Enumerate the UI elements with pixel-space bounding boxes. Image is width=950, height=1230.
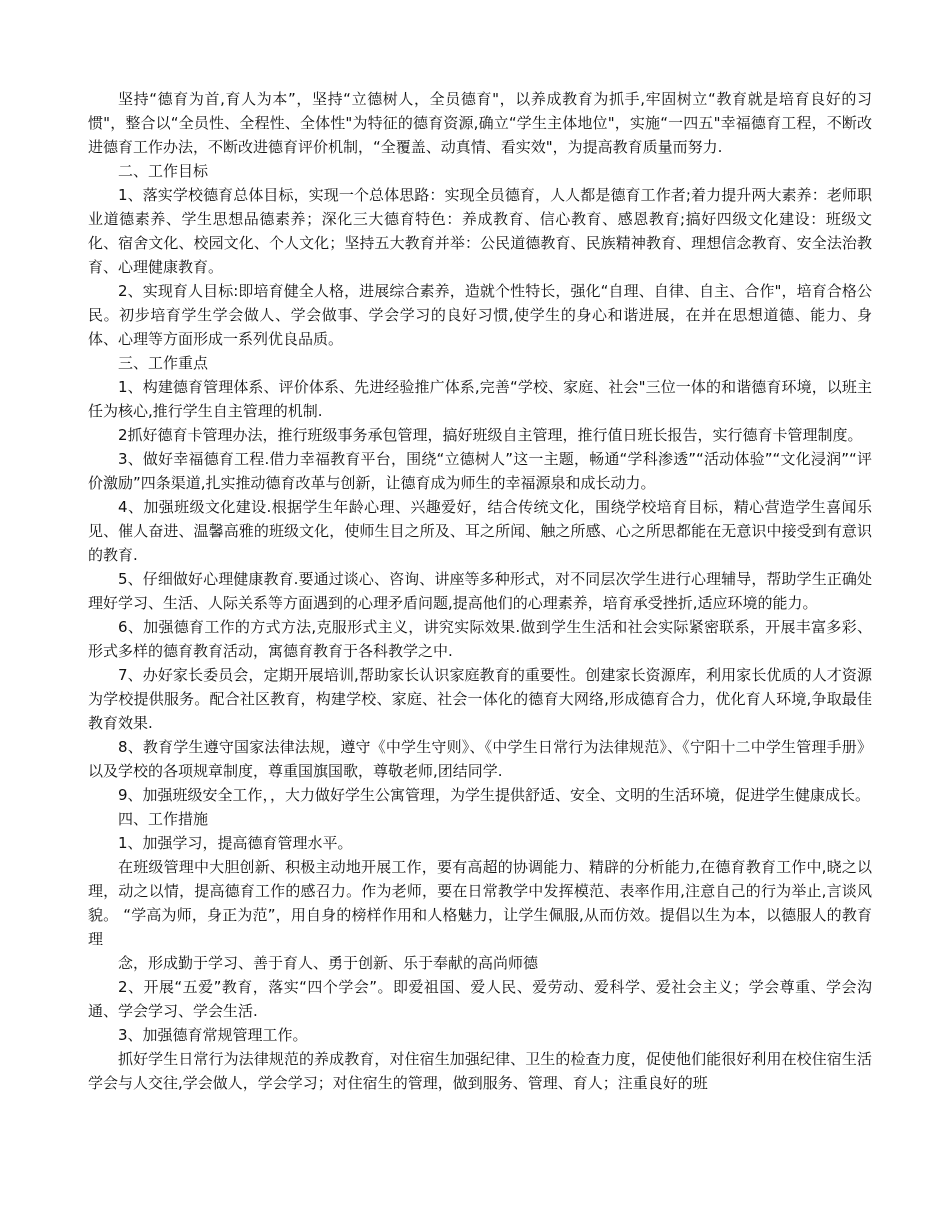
document-body: [88, 87, 872, 1095]
paragraph-focus-4: 4、加强班级文化建设.根据学生年龄心理、兴趣爱好，结合传统文化，围绕学校培育目标，精心营造学生喜闻乐见、催人奋进、温馨高雅的班级文化，使师生目之所及、耳之所闻、触之所感、心之所思都能在无意识中接受到有意识的教育.: [88, 498, 872, 564]
paragraph-intro: 坚持“德育为首,育人为本”，坚持“立德树人，全员德育"，以养成教育为抓手,牢固树立“教育就是培育良好的习惯"，整合以“全员性、全程性、全体性"为特征的德育资源,确立“学生主体地位"，实施“一四五"幸福德育工程，不断改进德育工作办法，不断改进德育评价机制，“全覆盖、动真情、看实效"，为提高教育质量而努力.: [88, 90, 872, 156]
paragraph-goal-2: 2、实现育人目标:即培育健全人格，进展综合素养，造就个性特长，强化“自理、自律、自主、合作"，培育合格公民。初步培育学生学会做人、学会做事、学会学习的良好习惯,使学生的身心和谐进展，在并在思想道德、能力、身体、心理等方面形成一系列优良品质。: [88, 282, 872, 348]
paragraph-focus-8: 8、教育学生遵守国家法律法规，遵守《中学生守则》、《中学生日常行为法律规范》、《宁阳十二中学生管理手册》以及学校的各项规章制度，尊重国旗国歌，尊敬老师,团结同学.: [88, 738, 872, 780]
section-heading-focus: 三、工作重点: [118, 354, 209, 372]
section-heading-measures: 四、工作措施: [118, 810, 209, 828]
paragraph-measure-3-body: 抓好学生日常行为法律规范的养成教育，对住宿生加强纪律、卫生的检查力度，促使他们能很好利用在校住宿生活学会与人交往,学会做人，学会学习；对住宿生的管理，做到服务、管理、育人；注重良好的班: [88, 1050, 872, 1092]
section-heading-goals: 二、工作目标: [118, 162, 209, 180]
paragraph-focus-9: 9、加强班级安全工作，，大力做好学生公寓管理，为学生提供舒适、安全、文明的生活环境，促进学生健康成长。: [118, 786, 871, 804]
paragraph-measure-3: 3、加强德育常规管理工作。: [118, 1026, 308, 1044]
paragraph-measure-1: 1、加强学习，提高德育管理水平。: [118, 834, 353, 852]
paragraph-measure-1-body: 在班级管理中大胆创新、积极主动地开展工作，要有高超的协调能力、精辟的分析能力,在德育教育工作中,晓之以理，动之以情，提高德育工作的感召力。作为老师，要在日常教学中发挥模范、表率作用,注意自己的行为举止,言谈风貌。 “学高为师，身正为范”，用自身的榜样作用和人格魅力，让学生佩服,从而仿效。提倡以生为本，以德服人的教育理: [88, 858, 872, 948]
paragraph-focus-1: 1、构建德育管理体系、评价体系、先进经验推广体系,完善“学校、家庭、社会"三位一体的和谐德育环境，以班主任为核心,推行学生自主管理的机制.: [88, 378, 872, 420]
paragraph-focus-2: 2抓好德育卡管理办法，推行班级事务承包管理，搞好班级自主管理，推行值日班长报告，实行德育卡管理制度。: [118, 426, 863, 444]
paragraph-measure-1-cont: 念，形成勤于学习、善于育人、勇于创新、乐于奉献的高尚师德: [118, 954, 539, 972]
paragraph-goal-1: 1、落实学校德育总体目标，实现一个总体思路：实现全员德育，人人都是德育工作者;着力提升两大素养：老师职业道德素养、学生思想品德素养；深化三大德育特色：养成教育、信心教育、感恩教育;搞好四级文化建设：班级文化、宿舍文化、校园文化、个人文化；坚持五大教育并举：公民道德教育、民族精神教育、理想信念教育、安全法治教育、心理健康教育。: [88, 186, 872, 276]
paragraph-focus-3: 3、做好幸福德育工程.借力幸福教育平台，围绕“立德树人”这一主题，畅通“学科渗透”“活动体验”“文化浸润”“评价激励”四条渠道,扎实推动德育改革与创新，让德育成为师生的幸福源泉和成长动力。: [88, 450, 872, 492]
paragraph-measure-2: 2、开展“五爱”教育，落实“四个学会”。即爱祖国、爱人民、爱劳动、爱科学、爱社会主义；学会尊重、学会沟通、学会学习、学会生活.: [88, 978, 872, 1020]
paragraph-focus-6: 6、加强德育工作的方式方法,克服形式主义，讲究实际效果.做到学生生活和社会实际紧密联系，开展丰富多彩、形式多样的德育教育活动，寓德育教育于各科教学之中.: [88, 618, 872, 660]
paragraph-focus-5: 5、仔细做好心理健康教育.要通过谈心、咨询、讲座等多种形式，对不同层次学生进行心理辅导，帮助学生正确处理好学习、生活、人际关系等方面遇到的心理矛盾问题,提高他们的心理素养，培育承受挫折,适应环境的能力。: [88, 570, 872, 612]
paragraph-focus-7: 7、办好家长委员会，定期开展培训,帮助家长认识家庭教育的重要性。创建家长资源库，利用家长优质的人才资源为学校提供服务。配合社区教育，构建学校、家庭、社会一体化的德育大网络,形成德育合力，优化育人环境,争取最佳教育效果.: [88, 666, 872, 732]
